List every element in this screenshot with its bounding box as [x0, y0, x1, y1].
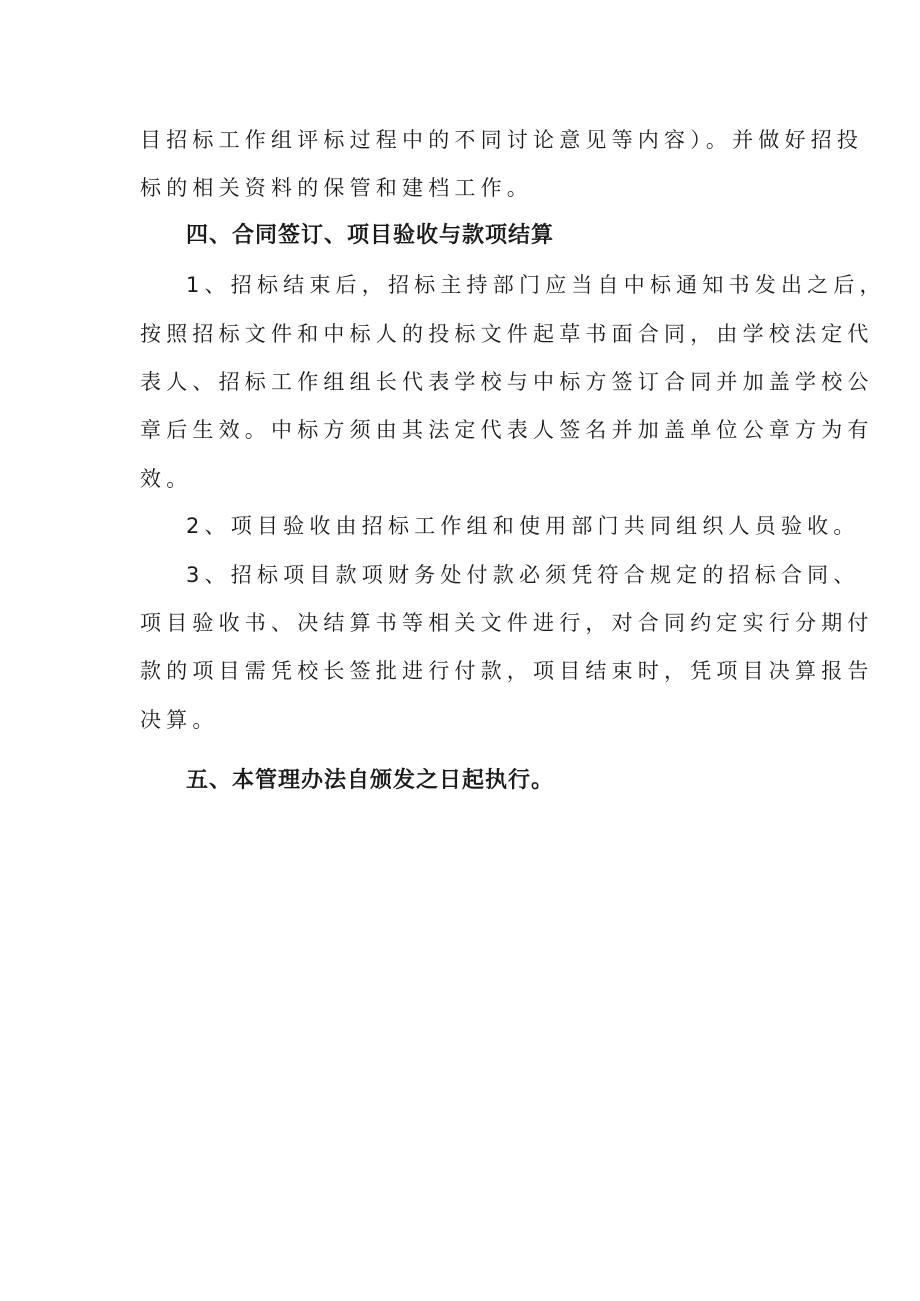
paragraph-line: 2、项目验收由招标工作组和使用部门共同组织人员验收。: [186, 514, 860, 538]
paragraph-line: 标的相关资料的保管和建档工作。: [140, 176, 533, 200]
paragraph-line: 1、招标结束后，招标主持部门应当自中标通知书发出之后，: [186, 273, 886, 297]
paragraph-line: 决算。: [140, 708, 219, 732]
paragraph-line: 3、招标项目款项财务处付款必须凭符合规定的招标合同、: [186, 563, 860, 587]
section-heading-4: 四、合同签订、项目验收与款项结算: [186, 223, 555, 248]
paragraph-line: 项目验收书、决结算书等相关文件进行，对合同约定实行分期付: [140, 611, 874, 635]
paragraph-line: 目招标工作组评标过程中的不同讨论意见等内容）。并做好招投: [140, 128, 864, 152]
paragraph-line: 效。: [140, 467, 193, 491]
paragraph-line: 按照招标文件和中标人的投标文件起草书面合同，由学校法定代: [140, 322, 874, 346]
paragraph-line: 章后生效。中标方须由其法定代表人签名并加盖单位公章方为有: [140, 418, 874, 442]
paragraph-line: 款的项目需凭校长签批进行付款，项目结束时，凭项目决算报告: [140, 659, 874, 683]
section-heading-5: 五、本管理办法自颁发之日起执行。: [186, 768, 555, 793]
paragraph-line: 表人、招标工作组组长代表学校与中标方签订合同并加盖学校公: [140, 370, 874, 394]
